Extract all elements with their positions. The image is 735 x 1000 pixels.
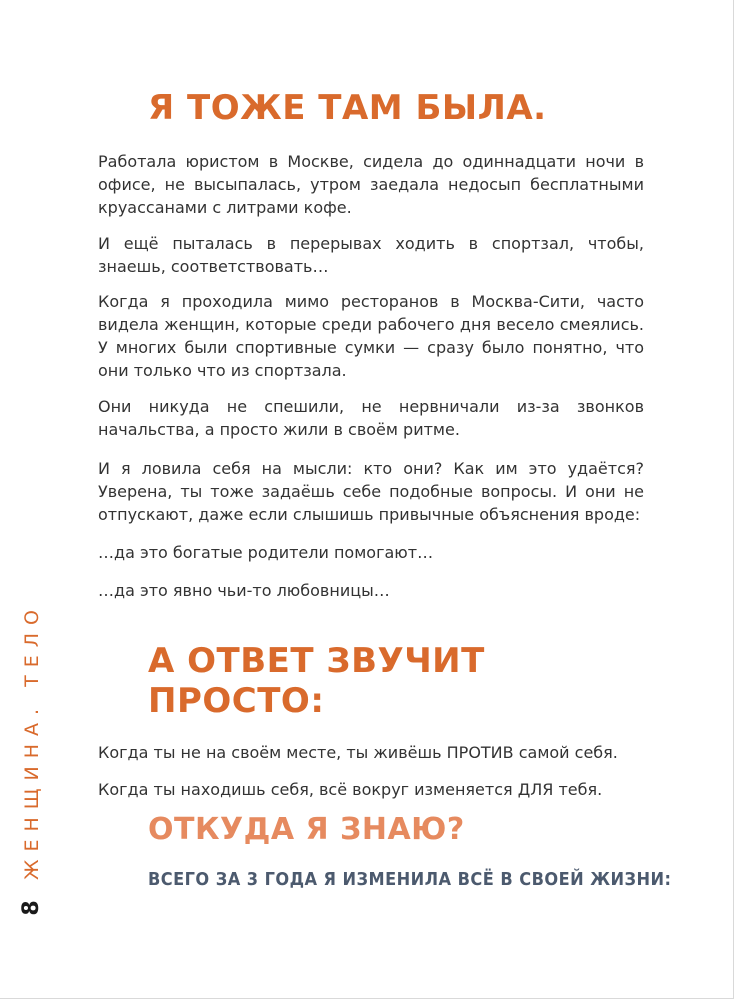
section-heading-answer: А ОТВЕТ ЗВУЧИТ ПРОСТО:: [148, 641, 485, 721]
section-heading-how-i-know: ОТКУДА Я ЗНАЮ?: [148, 812, 465, 847]
paragraph-questions: И я ловила себя на мысли: кто они? Как им это удаётся? Уверена, ты тоже задаёшь себе подобные вопросы. И они не отпускают, даже если слышишь привычные объяснения вроде:: [98, 459, 644, 524]
subheading-three-years: ВСЕГО ЗА 3 ГОДА Я ИЗМЕНИЛА ВСЁ В СВОЕЙ ЖИЗНИ:: [148, 869, 672, 890]
paragraph-lovers: …да это явно чьи-то любовницы…: [98, 581, 390, 600]
section-heading-i-was-there: Я ТОЖЕ ТАМ БЫЛА.: [148, 88, 547, 128]
paragraph-against-yourself: Когда ты не на своём месте, ты живёшь ПРОТИВ самой себя.: [98, 743, 618, 762]
paragraph-for-you: Когда ты находишь себя, всё вокруг изменяется ДЛЯ тебя.: [98, 780, 603, 799]
chapter-side-label: ЖЕНЩИНА. ТЕЛО: [21, 602, 43, 880]
page-number: 8: [19, 900, 44, 916]
paragraph-no-hurry: Они никуда не спешили, не нервничали из-за звонков начальства, а просто жили в своём ритме.: [98, 397, 644, 439]
paragraph-gym-attempts: И ещё пыталась в перерывах ходить в спортзал, чтобы, знаешь, соответствовать…: [98, 234, 644, 276]
paragraph-moscow-city-women: Когда я проходила мимо ресторанов в Москва-Сити, часто видела женщин, которые среди рабочего дня весело смеялись. У многих были спортивные сумки — сразу было понятно, что они только что из спортзала.: [98, 292, 644, 380]
paragraph-lawyer-in-moscow: Работала юристом в Москве, сидела до одиннадцати ночи в офисе, не высыпалась, утром заедала недосып бесплатными круассанами с литрами кофе.: [98, 152, 644, 217]
paragraph-rich-parents: …да это богатые родители помогают…: [98, 543, 434, 562]
